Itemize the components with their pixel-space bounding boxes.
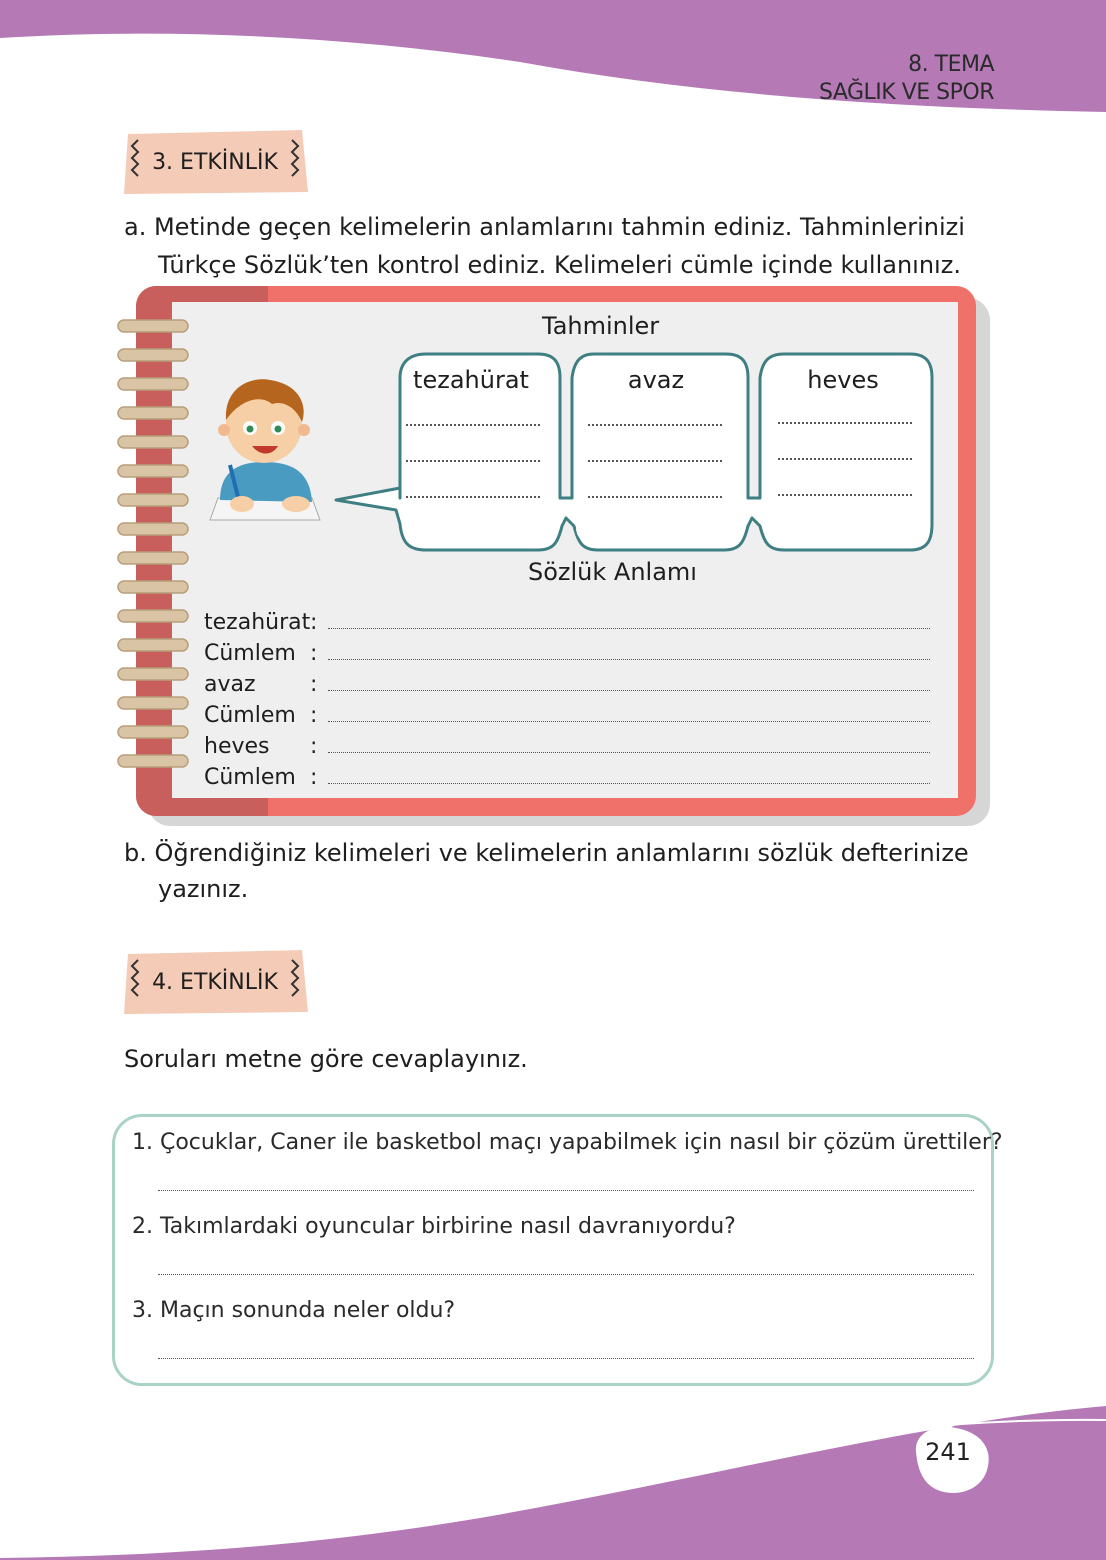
answer-line[interactable] [328,783,930,784]
row-label: Cümlem [204,641,296,666]
boy-writing-icon [200,370,330,530]
instruction-a-line2: Türkçe Sözlük’ten kontrol ediniz. Kelimeleri cümle içinde kullanınız. [158,251,961,279]
theme-title: SAĞLIK VE SPOR [818,80,994,105]
row-colon: : [310,765,318,790]
guess-line[interactable] [588,424,722,426]
row-label: heves [204,734,270,759]
dictionary-title: Sözlük Anlamı [528,558,697,586]
activity-4-instruction: Soruları metne göre cevaplayınız. [124,1045,528,1073]
row-label: Cümlem [204,765,296,790]
row-colon: : [310,734,318,759]
row-label: tezahürat [204,610,311,635]
row-label: avaz [204,672,256,697]
card-word-tezahurat: tezahürat [413,366,529,394]
instruction-a-line1: a. Metinde geçen kelimelerin anlamlarını tahmin ediniz. Tahminlerinizi [124,213,965,241]
question-2: 2. Takımlardaki oyuncular birbirine nasıl davranıyordu? [132,1214,736,1239]
row-colon: : [310,641,318,666]
activity-3-label: 3. ETKİNLİK [152,149,278,175]
answer-line[interactable] [328,659,930,660]
guesses-title: Tahminler [542,312,660,340]
answer-line[interactable] [158,1358,974,1359]
guess-line[interactable] [406,424,540,426]
row-label: Cümlem [204,703,296,728]
card-word-heves: heves [807,366,879,394]
answer-line[interactable] [328,628,930,629]
spiral-binding [116,316,198,786]
guess-line[interactable] [588,460,722,462]
instruction-b-line2: yazınız. [158,875,249,903]
answer-line[interactable] [328,721,930,722]
guess-line[interactable] [778,422,912,424]
guess-line[interactable] [406,496,540,498]
card-word-avaz: avaz [627,366,685,394]
answer-line[interactable] [158,1190,974,1191]
question-3: 3. Maçın sonunda neler oldu? [132,1298,456,1323]
instruction-b-line1: b. Öğrendiğiniz kelimeleri ve kelimelerin anlamlarını sözlük defterinize [124,839,969,867]
activity-3-badge [120,128,310,196]
row-colon: : [310,672,318,697]
guess-line[interactable] [406,460,540,462]
row-colon: : [310,610,318,635]
answer-line[interactable] [158,1274,974,1275]
row-colon: : [310,703,318,728]
question-1: 1. Çocuklar, Caner ile basketbol maçı yapabilmek için nasıl bir çözüm ürettiler? [132,1130,1003,1155]
guess-line[interactable] [588,496,722,498]
activity-4-badge [120,948,310,1016]
theme-number: 8. TEMA [908,52,994,77]
guess-line[interactable] [778,494,912,496]
activity-4-label: 4. ETKİNLİK [152,969,278,995]
guess-line[interactable] [778,458,912,460]
page-number: 241 [925,1438,971,1466]
answer-line[interactable] [328,752,930,753]
answer-line[interactable] [328,690,930,691]
